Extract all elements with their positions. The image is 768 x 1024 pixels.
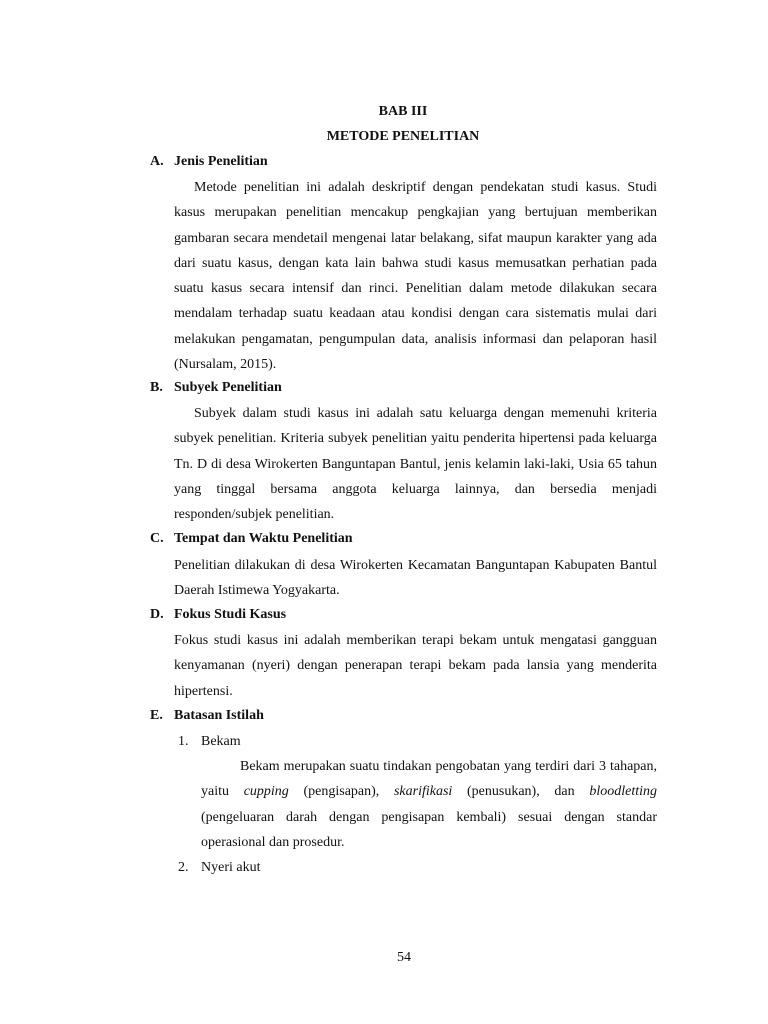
section-title: Fokus Studi Kasus [174,607,287,622]
italic-term-skarifikasi: skarifikasi [393,784,453,800]
term-number: 2. [178,860,189,875]
term-label: Nyeri akut [201,860,261,875]
chapter-label: BAB III [378,104,428,119]
section-heading-c [150,530,656,548]
section-heading-a [150,153,656,171]
section-a-paragraph: Metode penelitian ini adalah deskriptif dengan pendekatan studi kasus. Studi kasus merupakan penelitian mencakup pengkajian yang bertujuan memberikan gambaran secara mendetail mengenai latar belakang, sifat maupun karakter yang ada dari suatu kasus, dengan kata lain bahwa studi kasus memusatkan perhatian pada suatu kasus secara intensif dan rinci. Penelitian dalam metode dilakukan secara mendalam terhadap suatu keadaan atau kondisi dengan cara sistematis mulai dari melakukan pengamatan, pengumpulan data, analisis informasi dan pelaporan hasil (Nursalam, 2015). [174,180,657,373]
chapter-title: METODE PENELITIAN [326,129,480,144]
page-number: 54 [397,950,411,965]
section-heading-e [150,707,656,725]
section-heading-d [150,606,656,624]
italic-term-bloodletting: bloodletting [589,784,657,800]
section-title: Subyek Penelitian [174,380,282,395]
section-b-paragraph: Subyek dalam studi kasus ini adalah satu keluarga dengan memenuhi kriteria subyek penelitian. Kriteria subyek penelitian yaitu penderita hipertensi pada keluarga Tn. D di desa Wirokerten Banguntapan Bantul, jenis kelamin laki-laki, Usia 65 tahun yang tinggal bersama anggota keluarga lainnya, dan bersedia menjadi responden/subjek penelitian. [174,406,657,523]
section-heading-b [150,379,656,397]
italic-term-cupping: cupping [243,784,289,800]
term-number: 1. [178,734,189,749]
section-letter: D. [150,607,164,622]
definition-text: Bekam merupakan suatu tindakan pengobatan yang terdiri dari 3 tahapan, yaitu [201,759,657,800]
definition-text: (penusukan), dan [452,784,590,800]
section-title: Batasan Istilah [174,708,264,723]
section-d-paragraph: Fokus studi kasus ini adalah memberikan terapi bekam untuk mengatasi gangguan kenyamanan (nyeri) dengan penerapan terapi bekam pada lansia yang menderita hipertensi. [174,633,657,699]
term-label: Bekam [201,734,241,749]
section-c-paragraph: Penelitian dilakukan di desa Wirokerten Kecamatan Banguntapan Kabupaten Bantul Daerah Istimewa Yogyakarta. [174,558,657,599]
section-letter: E. [150,708,163,723]
section-letter: A. [150,154,164,169]
section-letter: B. [150,380,163,395]
definition-text: (pengeluaran darah dengan pengisapan kembali) sesuai dengan standar operasional dan prosedur. [201,809,657,850]
section-letter: C. [150,531,164,546]
term-definition-bekam [201,754,657,855]
section-title: Jenis Penelitian [174,154,268,169]
definition-text: (pengisapan), [288,784,394,800]
section-title: Tempat dan Waktu Penelitian [174,531,353,546]
term-item-1 [178,733,241,751]
term-item-2 [178,859,260,877]
